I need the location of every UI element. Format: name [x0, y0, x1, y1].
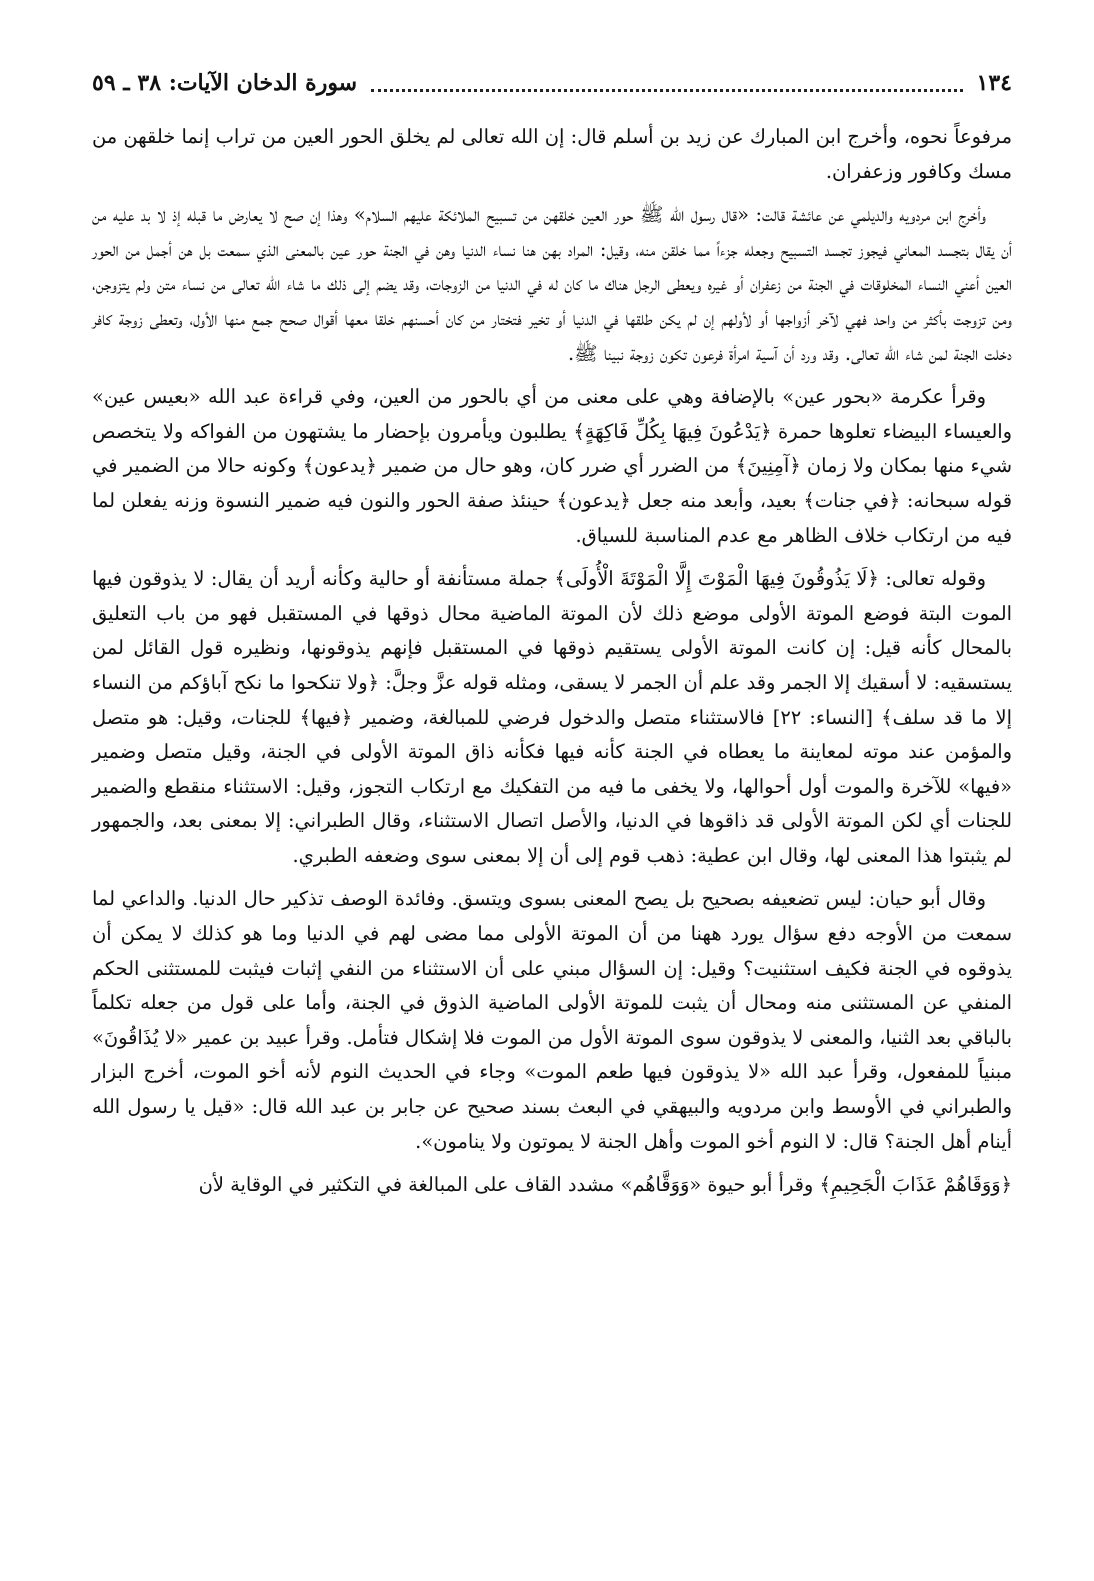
paragraph-text: ﴿وَوَقَاهُمْ عَذَابَ الْجَحِيمِ﴾ وقرأ أبو حيوة «وَوَقَّاهُم» مشدد القاف على المبالغة في التكثير في الوقاية لأن [198, 1173, 1012, 1197]
page-number: ١٣٤ [976, 70, 1012, 96]
paragraph-text: وقوله تعالى: ﴿لَا يَذُوقُونَ فِيهَا الْمَوْتَ إِلَّا الْمَوْتَةَ الْأُولَى﴾ جملة مستأنفة أو حالية وكأنه أريد أن يقال: لا يذوقون فيها الموت البتة فوضع الموتة الأولى موضع ذلك لأن الموتة الماضية محال ذوقها في المستقبل فهو من باب التعليق بالمحال كأنه قيل: إن كانت الموتة الأولى يستقيم ذوقها في المستقبل فإنهم يذوقونها، ونظيره قول القائل لمن يستسقيه: لا أسقيك إلا الجمر وقد علم أن الجمر لا يسقى، ومثله قوله عزَّ وجلَّ: ﴿ولا تنكحوا ما نكح آباؤكم من النساء إلا ما قد سلف﴾ [النساء: ٢٢] فالاستثناء متصل والدخول فرضي للمبالغة، وضمير ﴿فيها﴾ للجنات، وقيل: هو متصل والمؤمن عند موته لمعاينة ما يعطاه في الجنة كأنه فيها فكأنه ذاق الموتة الأولى في الجنة، وقيل متصل وضمير «فيها» للآخرة والموت أول أحوالها، ولا يخفى ما فيه من التفكيك مع ارتكاب التجوز، وقيل: الاستثناء منقطع والضمير للجنات أي لكن الموتة الأولى قد ذاقوها في الدنيا، والأصل اتصال الاستثناء، وقال الطبراني: إلا بمعنى بعد، والجمهور لم يثبتوا هذا المعنى لها، وقال ابن عطية: ذهب قوم إلى أن إلا بمعنى سوى وضعفه الطبري. [92, 567, 1012, 867]
paragraph-text: مرفوعاً نحوه، وأخرج ابن المبارك عن زيد بن أسلم قال: إن الله تعالى لم يخلق الحور العين من تراب إنما خلقهن من مسك وكافور وزعفران. [92, 125, 1012, 183]
paragraph-text: وأخرج ابن مردويه والديلمي عن عائشة قالت: «قال رسول الله ﷺ حور العين خلقهن من تسبيح الملائكة عليهم السلام» وهذا إن صح لا يعارض ما قبله إذ لا بد عليه من أن يقال بتجسد المعاني فيجوز تجسد التسبيح وجعله جزءاً مما خلقن منه، وقيل: المراد بهن هنا نساء الدنيا وهن في الجنة حور عين بالمعنى الذي سمعت بل هن أجمل من الحور العين أعني النساء المخلوقات في الجنة من زعفران أو غيره ويعطى الرجل هناك ما كان له في الدنيا من الزوجات، وقد يضم إلى ذلك ما شاء الله تعالى من نساء متن ولم يتزوجن، ومن تزوجت بأكثر من واحد فهي لآخر أزواجها أو لأولهم إن لم يكن طلقها في الدنيا أو تخير فتختار من كان أحسنهم خلقا معها أقوال صحح جمع منها الأول، وتعطى زوجة كافر دخلت الجنة لمن شاء الله تعالى. وقد ورد أن آسية امرأة فرعون تكون زوجة نبينا ﷺ. [92, 203, 1012, 365]
body-text [92, 120, 1012, 1203]
paragraph-5 [92, 882, 1012, 1159]
surah-title: سورة الدخان الآيات: ٣٨ ـ ٥٩ [92, 70, 358, 96]
paragraph-text: وقال أبو حيان: ليس تضعيفه بصحيح بل يصح المعنى بسوى ويتسق. وفائدة الوصف تذكير حال الدنيا. والداعي لما سمعت من الأوجه دفع سؤال يورد ههنا من أن الموتة الأولى مما مضى لهم في الدنيا وما هو كذلك لا يمكن أن يذوقوه في الجنة فكيف استثنيت؟ وقيل: إن السؤال مبني على أن الاستثناء من النفي إثبات فيثبت للمستثنى الحكم المنفي عن المستثنى منه ومحال أن يثبت للموتة الأولى الماضية الذوق في الجنة، وأما على قول من جعله تكلماً بالباقي بعد الثنيا، والمعنى لا يذوقون سوى الموتة الأول من الموت فلا إشكال فتأمل. وقرأ عبيد بن عمير «لا يُذَاقُونَ» مبنياً للمفعول، وقرأ عبد الله «لا يذوقون فيها طعم الموت» وجاء في الحديث النوم لأنه أخو الموت، أخرج البزار والطبراني في الأوسط وابن مردويه والبيهقي في البعث بسند صحيح عن جابر بن عبد الله قال: «قيل يا رسول الله أينام أهل الجنة؟ قال: لا النوم أخو الموت وأهل الجنة لا يموتون ولا ينامون». [92, 887, 1012, 1153]
running-header [92, 60, 1012, 106]
paragraph-1 [92, 120, 1012, 189]
paragraph-3 [92, 380, 1012, 553]
paragraph-4 [92, 562, 1012, 873]
paragraph-2 [92, 198, 1012, 371]
paragraph-text: وقرأ عكرمة «بحور عين» بالإضافة وهي على معنى من أي بالحور من العين، وفي قراءة عبد الله «بعيس عين» والعيساء البيضاء تعلوها حمرة ﴿يَدْعُونَ فِيهَا بِكُلِّ فَاكِهَةٍ﴾ يطلبون ويأمرون بإحضار ما يشتهون من الفواكه ولا يتخصص شيء منها بمكان ولا زمان ﴿آمِنِينَ﴾ من الضرر أي ضرر كان، وهو حال من ضمير ﴿يدعون﴾ وكونه حالا من الضمير في قوله سبحانه: ﴿في جنات﴾ بعيد، وأبعد منه جعل ﴿يدعون﴾ حينئذ صفة الحور والنون فيه ضمير النسوة وزنه يفعلن لما فيه من ارتكاب خلاف الظاهر مع عدم المناسبة للسياق. [92, 385, 1012, 547]
paragraph-6 [92, 1168, 1012, 1203]
header-dotted-leader [371, 75, 962, 92]
